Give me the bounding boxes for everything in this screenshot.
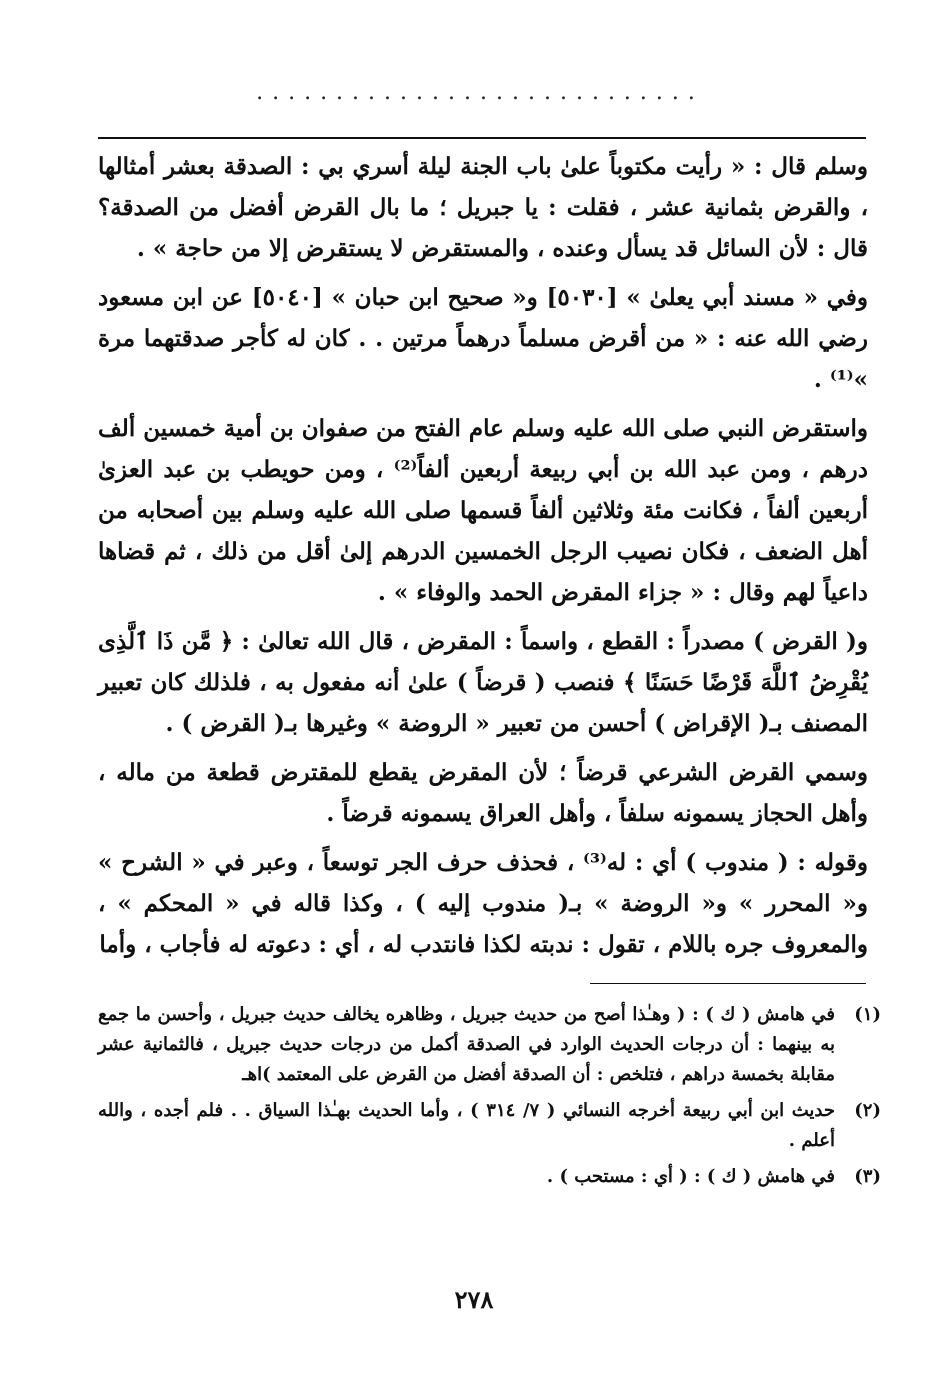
paragraph-2: وفي « مسند أبي يعلىٰ » [٥٠٣٠] و« صحيح ابن حبان » [٥٠٤٠] عن ابن مسعود رضي الله عنه : « من أقرض مسلماً درهماً مرتين . . كان له كأجر صدقتهما مرة »⁽¹⁾ .: [98, 284, 869, 393]
footnote-text: في هامش ( ك ) : ( وهـٰذا أصح من حديث جبريل ، وظاهره يخالف حديث جبريل ، وأحسن ما جمع به بينهما : أن درجات الحديث الوارد في الصدقة أكمل من درجات حديث جبريل ، فالثمانية عشر مقابلة بخمسة دراهم ، فتلخص : أن الصدقة أفضل من القرض على المعتمد )اهـ: [98, 1004, 835, 1085]
header-rule: [98, 137, 866, 139]
footnotes: [98, 1000, 881, 1198]
main-text: [98, 146, 868, 973]
page-number: ٢٧٨: [454, 1285, 494, 1314]
footnote-3: [98, 1162, 881, 1192]
footnote-number: (٣): [854, 1166, 881, 1187]
paragraph-3: واستقرض النبي صلى الله عليه وسلم عام الفتح من صفوان بن أمية خمسين ألف درهم ، ومن عبد الله بن أبي ربيعة أربعين ألفاً⁽²⁾ ، ومن حويطب بن عبد العزىٰ أربعين ألفاً ، فكانت مئة وثلاثين ألفاً قسمها صلى الله عليه وسلم بين أصحابه من أهل الضعف ، فكان نصيب الرجل الخمسين الدرهم إلىٰ أقل من ذلك ، ثم قضاها داعياً لهم وقال : « جزاء المقرض الحمد والوفاء » .: [98, 415, 869, 606]
footnote-rule: [590, 983, 866, 984]
footnote-1: [98, 1000, 881, 1090]
paragraph-4: و( القرض ) مصدراً : القطع ، واسماً : المقرض ، قال الله تعالىٰ : ﴿ مَّن ذَا ٱلَّذِى يُقْرِضُ ٱللَّهَ قَرْضًا حَسَنًا ﴾ فنصب ( قرضاً ) علىٰ أنه مفعول به ، فلذلك كان تعبير المصنف بـ( الإقراض ) أحسن من تعبير « الروضة » وغيرها بـ( القرض ) .: [98, 628, 868, 737]
footnote-number: (٢): [854, 1100, 881, 1121]
paragraph-1: وسلم قال : « رأيت مكتوباً علىٰ باب الجنة ليلة أسري بي : الصدقة بعشر أمثالها ، والقرض بثمانية عشر ، فقلت : يا جبريل ؛ ما بال القرض أفضل من الصدقة؟ قال : لأن السائل قد يسأل وعنده ، والمستقرض لا يستقرض إلا من حاجة » .: [98, 153, 868, 262]
header-dots: ............................: [256, 80, 704, 105]
paragraph-5: وسمي القرض الشرعي قرضاً ؛ لأن المقرض يقطع للمقترض قطعة من ماله ، وأهل الحجاز يسمونه سلفاً ، وأهل العراق يسمونه قرضاً .: [98, 759, 868, 827]
footnote-number: (١): [854, 1004, 881, 1025]
footnote-2: [98, 1096, 881, 1156]
paragraph-6: وقوله : ( مندوب ) أي : له⁽³⁾ ، فحذف حرف الجر توسعاً ، وعبر في « الشرح » و« المحرر » و« الروضة » بـ( مندوب إليه ) ، وكذا قاله في « المحكم » ، والمعروف جره باللام ، تقول : ندبته لكذا فانتدب له ، أي : دعوته له فأجاب ، وأما: [98, 849, 868, 958]
footnote-text: في هامش ( ك ) : ( أي : مستحب ) .: [546, 1166, 835, 1187]
footnote-text: حديث ابن أبي ربيعة أخرجه النسائي ( ٧/ ٣١٤ ) ، وأما الحديث بهـٰذا السياق . . فلم أجده ، والله أعلم .: [98, 1100, 836, 1151]
